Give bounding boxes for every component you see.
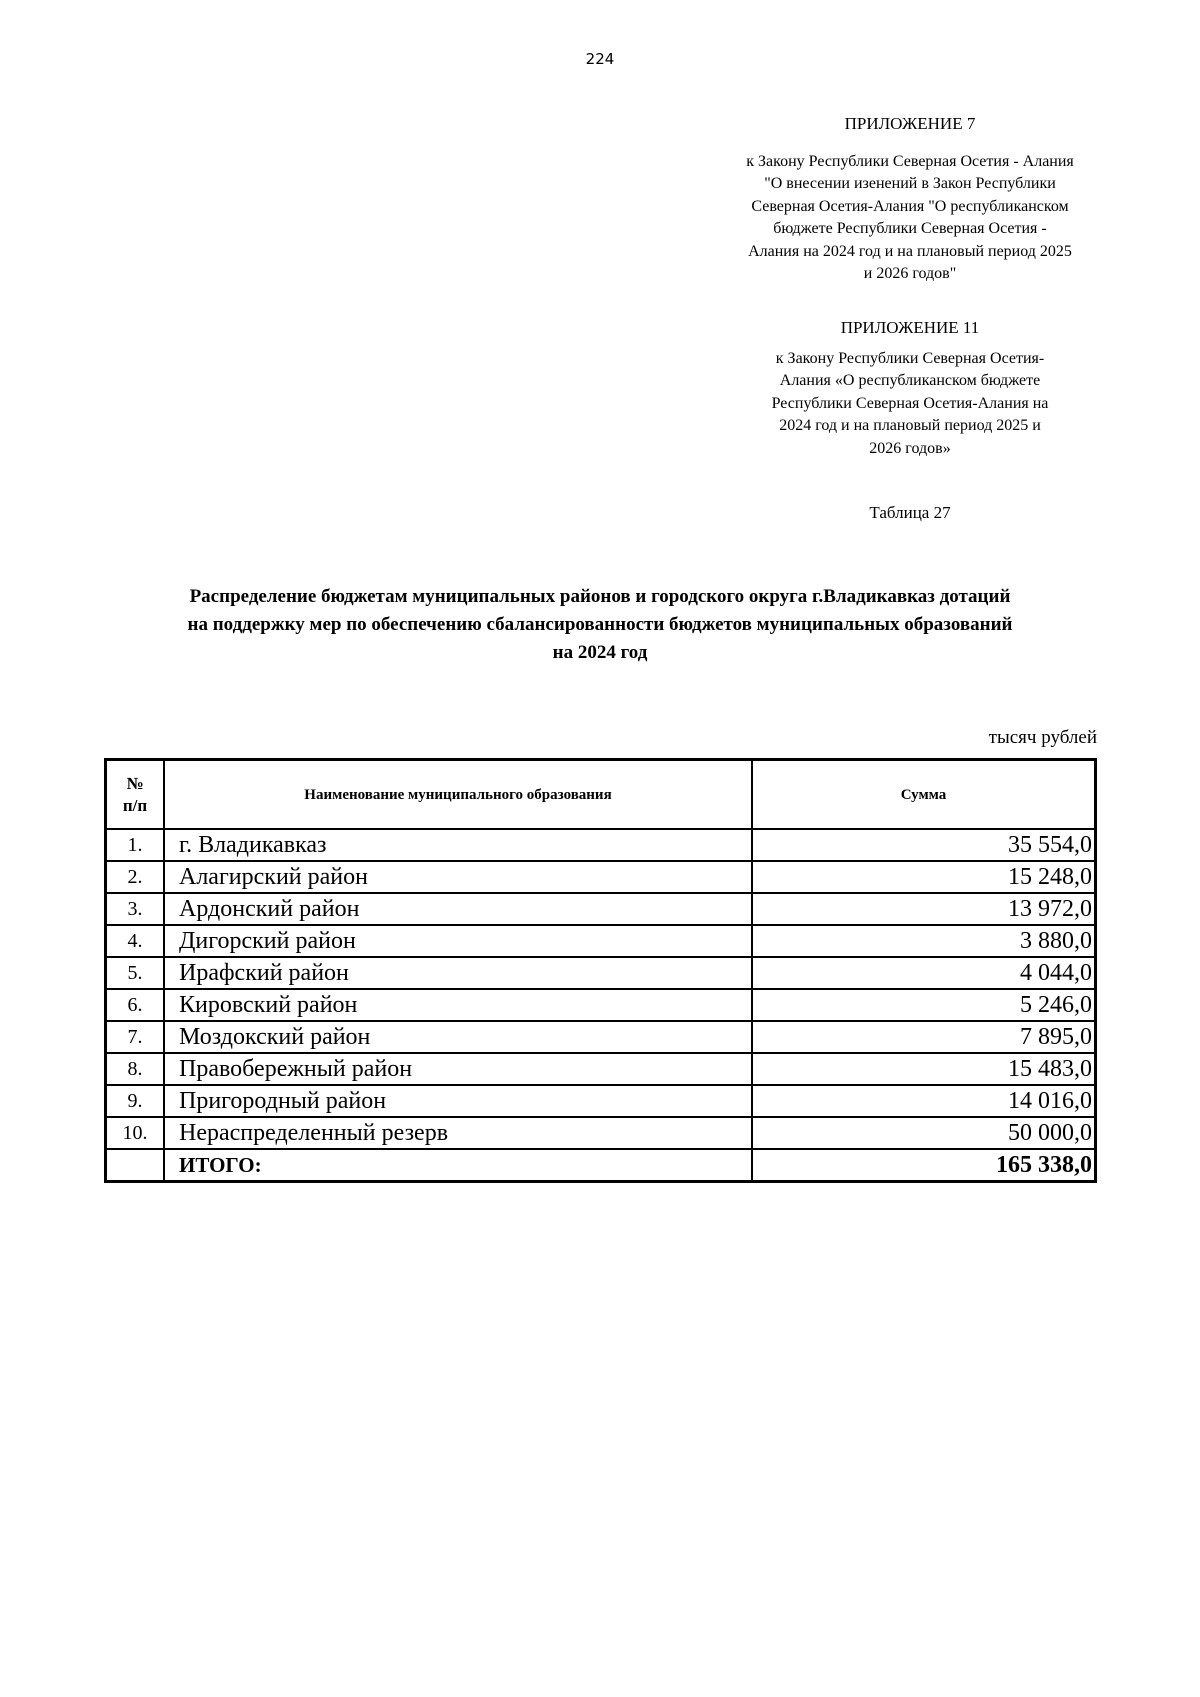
appendix-11-heading: ПРИЛОЖЕНИЕ 11 bbox=[840, 318, 980, 337]
row-sum: 7 895,0 bbox=[752, 1021, 1096, 1053]
appendix-7-line: к Закону Республики Северная Осетия - Алания bbox=[746, 152, 1074, 170]
row-name: Нераспределенный резерв bbox=[164, 1117, 752, 1149]
row-sum: 15 483,0 bbox=[752, 1053, 1096, 1085]
row-sum: 15 248,0 bbox=[752, 861, 1096, 893]
header-number bbox=[106, 760, 165, 830]
table-row bbox=[106, 989, 1096, 1021]
row-sum: 5 246,0 bbox=[752, 989, 1096, 1021]
header-sum: Сумма bbox=[752, 760, 1096, 830]
appendix-7-line: "О внесении изенений в Закон Республики bbox=[764, 175, 1056, 192]
row-number: 4. bbox=[106, 925, 165, 957]
total-number bbox=[106, 1149, 165, 1182]
row-sum: 35 554,0 bbox=[752, 829, 1096, 861]
header-number-line: п/п bbox=[122, 795, 148, 815]
row-number: 10. bbox=[106, 1117, 165, 1149]
row-name: г. Владикавказ bbox=[164, 829, 752, 861]
appendix-7-line: бюджете Республики Северная Осетия - bbox=[773, 220, 1047, 237]
row-number: 1. bbox=[106, 829, 165, 861]
row-name: Алагирский район bbox=[164, 861, 752, 893]
row-name: Ардонский район bbox=[164, 893, 752, 925]
row-number: 6. bbox=[106, 989, 165, 1021]
table-label: Таблица 27 bbox=[869, 503, 951, 522]
row-sum: 3 880,0 bbox=[752, 925, 1096, 957]
appendix-11-line: Республики Северная Осетия-Алания на bbox=[771, 394, 1049, 412]
table-row bbox=[106, 957, 1096, 989]
row-sum: 14 016,0 bbox=[752, 1085, 1096, 1117]
row-number: 5. bbox=[106, 957, 165, 989]
allocation-table bbox=[104, 758, 1097, 1183]
table-header-row bbox=[106, 760, 1096, 830]
table-row bbox=[106, 861, 1096, 893]
appendix-7 bbox=[715, 113, 1105, 286]
row-name: Дигорский район bbox=[164, 925, 752, 957]
total-sum: 165 338,0 bbox=[752, 1149, 1096, 1182]
appendix-11-line: 2024 год и на плановый период 2025 и bbox=[779, 417, 1041, 434]
table-row bbox=[106, 925, 1096, 957]
title-line: на поддержку мер по обеспечению сбалансированности бюджетов муниципальных образований bbox=[187, 614, 1013, 635]
page-number: 224 bbox=[585, 50, 615, 68]
row-name: Моздокский район bbox=[164, 1021, 752, 1053]
appendix-7-line: Северная Осетия-Алания "О республиканском bbox=[751, 197, 1069, 215]
row-name: Пригородный район bbox=[164, 1085, 752, 1117]
header-name: Наименование муниципального образования bbox=[164, 760, 752, 830]
total-label: ИТОГО: bbox=[164, 1149, 752, 1182]
total-row bbox=[106, 1149, 1096, 1182]
appendix-11 bbox=[715, 317, 1105, 460]
appendix-7-line: Алания на 2024 год и на плановый период 2025 bbox=[748, 242, 1072, 260]
appendix-11-line: 2026 годов» bbox=[869, 439, 951, 457]
appendix-11-line: Алания «О республиканском бюджете bbox=[779, 372, 1041, 389]
appendix-11-line: к Закону Республики Северная Осетия- bbox=[775, 349, 1045, 367]
row-sum: 13 972,0 bbox=[752, 893, 1096, 925]
row-sum: 4 044,0 bbox=[752, 957, 1096, 989]
row-name: Правобережный район bbox=[164, 1053, 752, 1085]
header-number-line: № bbox=[126, 773, 144, 793]
table-row bbox=[106, 1085, 1096, 1117]
row-number: 8. bbox=[106, 1053, 165, 1085]
units-label: тысяч рублей bbox=[988, 727, 1097, 748]
table-row bbox=[106, 893, 1096, 925]
table-row bbox=[106, 1021, 1096, 1053]
row-number: 9. bbox=[106, 1085, 165, 1117]
appendix-7-line: и 2026 годов" bbox=[863, 265, 957, 282]
table-row bbox=[106, 1117, 1096, 1149]
row-number: 3. bbox=[106, 893, 165, 925]
row-sum: 50 000,0 bbox=[752, 1117, 1096, 1149]
title-line: на 2024 год bbox=[552, 642, 648, 663]
table-row bbox=[106, 829, 1096, 861]
row-name: Ирафский район bbox=[164, 957, 752, 989]
title-line: Распределение бюджетам муниципальных районов и городского округа г.Владикавказ дотаций bbox=[189, 586, 1011, 607]
table-row bbox=[106, 1053, 1096, 1085]
row-number: 2. bbox=[106, 861, 165, 893]
row-number: 7. bbox=[106, 1021, 165, 1053]
appendix-7-heading: ПРИЛОЖЕНИЕ 7 bbox=[844, 114, 976, 133]
row-name: Кировский район bbox=[164, 989, 752, 1021]
document-title bbox=[100, 583, 1100, 667]
